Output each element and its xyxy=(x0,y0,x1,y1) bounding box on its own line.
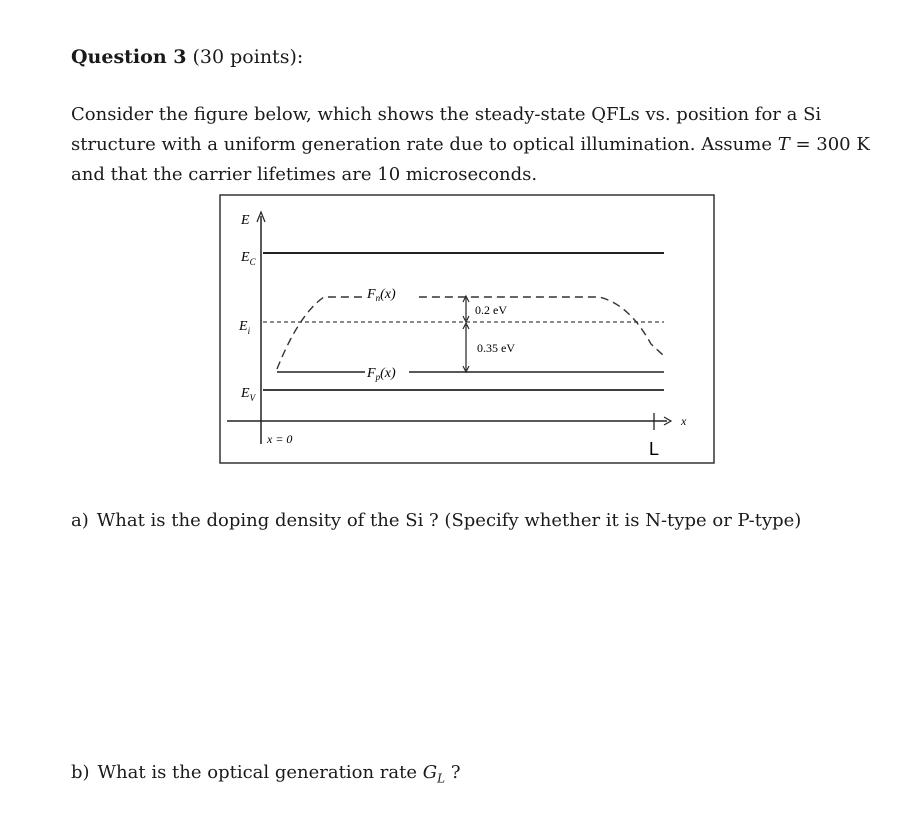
energy-axis-label: E xyxy=(241,213,250,228)
question-number: Question 3 xyxy=(71,46,187,68)
intro-text-1: Consider the figure below, which shows the steady-state QFLs vs. position for a Si structure with a uniform generation rate due to optical illumination. Assume xyxy=(71,104,822,155)
fp-label: $F_p(x)$ xyxy=(367,366,396,382)
x0-label: x = 0 xyxy=(267,432,293,446)
part-a-label: a) xyxy=(71,510,89,531)
ei-label: $E_i$ xyxy=(239,319,251,336)
figure-frame xyxy=(220,195,714,463)
question-points: (30 points): xyxy=(192,46,304,68)
generation-variable: G xyxy=(422,762,438,783)
temperature-variable: T xyxy=(777,134,790,155)
part-b-label: b) xyxy=(71,762,90,783)
part-a xyxy=(71,510,801,531)
fn-curve xyxy=(277,297,664,369)
part-b-text: What is the optical generation rate xyxy=(97,762,423,783)
fn-label: $F_n(x)$ xyxy=(367,287,396,303)
band-diagram-svg xyxy=(219,194,715,464)
part-b: b) What is the optical generation rate $G_L$ ? xyxy=(71,762,461,786)
gap-fp-label: 0.35 eV xyxy=(477,341,515,355)
band-diagram-figure xyxy=(219,194,715,464)
question-title xyxy=(71,46,303,68)
ev-label: $E_V$ xyxy=(241,386,256,403)
intro-text-2: = 300 K and that the carrier lifetimes are 10 microseconds. xyxy=(71,134,870,185)
length-label: L xyxy=(649,439,660,459)
part-a-text: What is the doping density of the Si ? (Specify whether it is N-type or P-type) xyxy=(96,510,802,531)
generation-subscript: L xyxy=(437,771,446,786)
ec-label: $E_C$ xyxy=(241,250,256,267)
x-axis-label: x xyxy=(681,414,687,428)
gap-fn-label: 0.2 eV xyxy=(475,303,507,317)
question-intro xyxy=(71,100,891,190)
